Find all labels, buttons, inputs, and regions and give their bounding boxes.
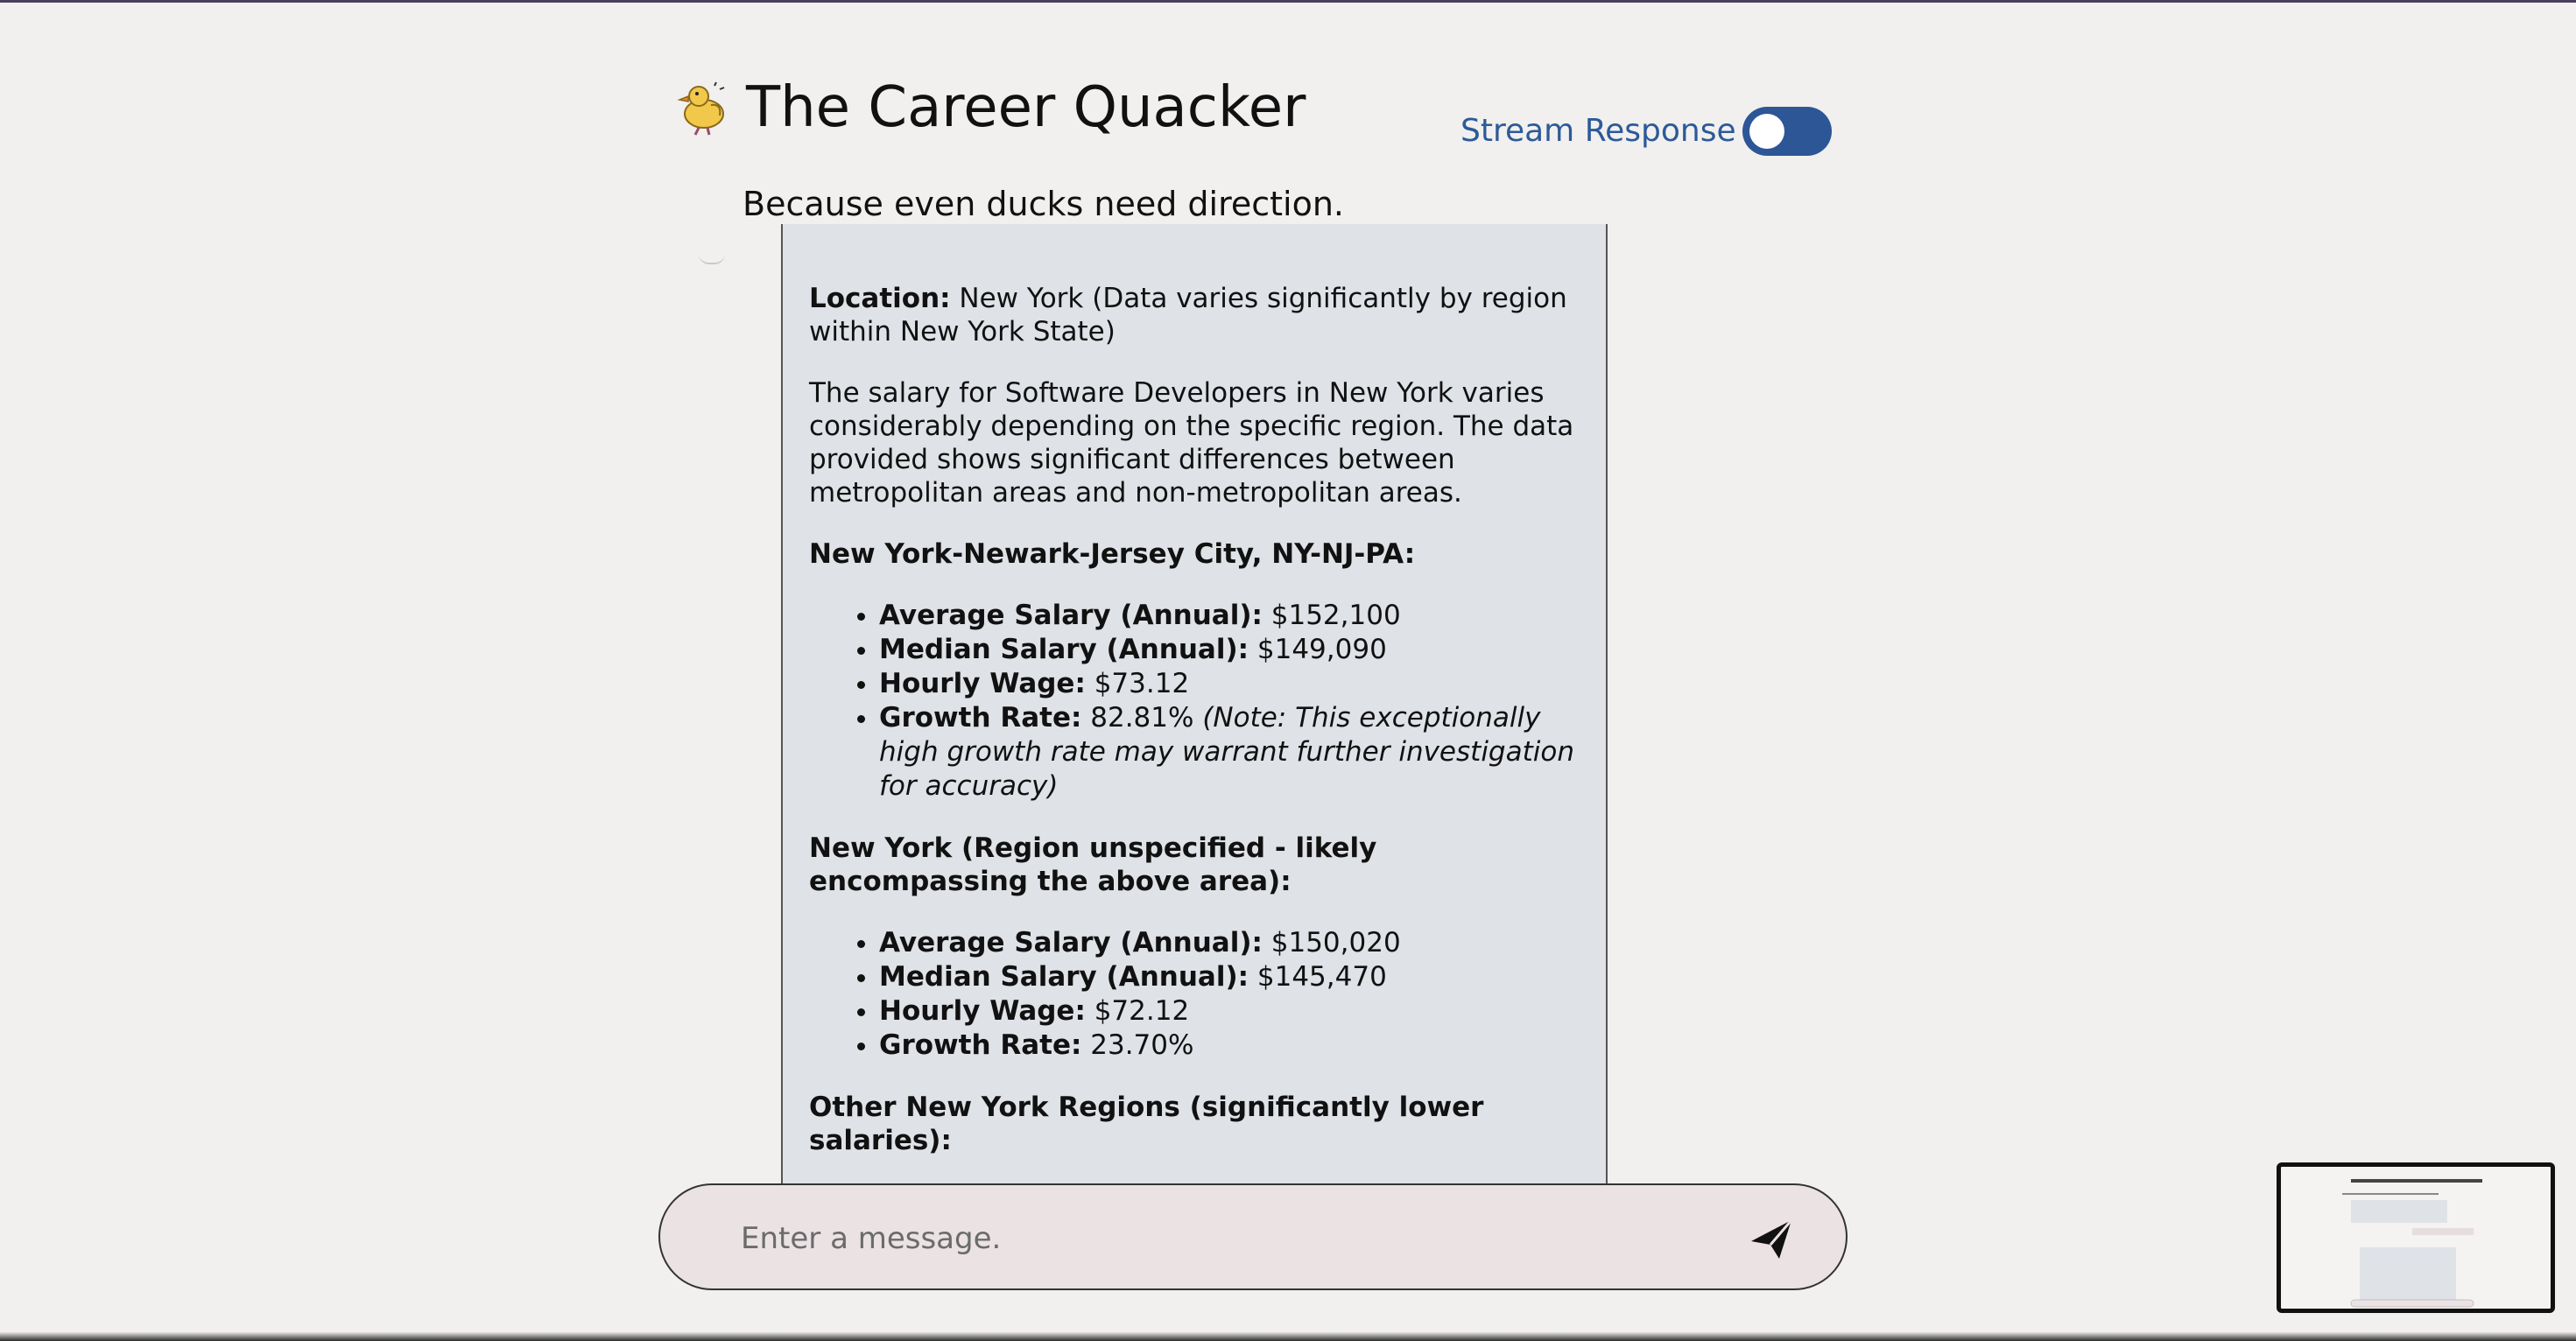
- stream-response-label: Stream Response: [1460, 113, 1736, 149]
- list-item: [879, 994, 1580, 1029]
- message-input[interactable]: [739, 1211, 1688, 1266]
- toggle-knob: [1749, 114, 1784, 149]
- message-composer: [658, 1183, 1848, 1290]
- item-label: Average Salary (Annual):: [879, 600, 1263, 631]
- chat-scroll-area[interactable]: [665, 259, 1856, 1183]
- section-heading-text: New York-Newark-Jersey City, NY-NJ-PA:: [809, 538, 1416, 570]
- list-item: [879, 926, 1580, 960]
- duck-logo-icon: [676, 79, 730, 137]
- location-paragraph: [809, 282, 1580, 348]
- assistant-message-bubble: [781, 224, 1608, 1274]
- list-item: [879, 960, 1580, 994]
- item-value: $73.12: [1085, 668, 1190, 699]
- item-value: $149,090: [1249, 634, 1387, 665]
- item-note: (Note: This exceptionally high growth rate may warrant further investigation for accuracy): [879, 702, 1574, 802]
- item-value: $72.12: [1085, 995, 1190, 1027]
- item-value: 23.70%: [1081, 1029, 1194, 1061]
- item-label: Hourly Wage:: [879, 995, 1086, 1027]
- app-title: The Career Quacker: [746, 75, 1306, 140]
- window-bottom-edge: [0, 1332, 2576, 1341]
- list-item: [879, 599, 1580, 633]
- item-label: Median Salary (Annual):: [879, 634, 1249, 665]
- list-item: [879, 667, 1580, 701]
- item-value: 82.81%: [1081, 702, 1203, 734]
- section-heading: [809, 832, 1580, 898]
- item-value: $152,100: [1262, 600, 1401, 631]
- list-item: [879, 1029, 1580, 1063]
- item-label: Growth Rate:: [879, 1029, 1082, 1061]
- section-heading-text: Other New York Regions (significantly lower salaries):: [809, 1092, 1484, 1156]
- list-item: [879, 633, 1580, 667]
- location-label: Location:: [809, 283, 951, 314]
- send-icon: [1744, 1211, 1798, 1266]
- window-top-border: [0, 0, 2576, 3]
- section-heading-text: New York (Region unspecified - likely encompassing the above area):: [809, 832, 1377, 897]
- item-value: $145,470: [1249, 961, 1387, 993]
- salary-list: [809, 599, 1580, 804]
- window-thumbnail-preview[interactable]: [2277, 1162, 2555, 1313]
- item-label: Growth Rate:: [879, 702, 1082, 734]
- send-button[interactable]: [1744, 1211, 1798, 1266]
- salary-list: [809, 926, 1580, 1063]
- intro-paragraph: The salary for Software Developers in New York varies considerably depending on the specific region. The data provided shows significant differences between metropolitan areas and non-metropolitan areas.: [809, 377, 1574, 509]
- item-label: Median Salary (Annual):: [879, 961, 1249, 993]
- section-heading: [809, 537, 1580, 571]
- bot-avatar-edge: [699, 254, 725, 264]
- stream-response-toggle[interactable]: [1742, 107, 1832, 156]
- app-tagline: Because even ducks need direction.: [743, 185, 1345, 223]
- item-value: $150,020: [1262, 927, 1401, 958]
- location-text: New York (Data varies significantly by region within New York State): [809, 283, 1567, 348]
- item-label: Hourly Wage:: [879, 668, 1086, 699]
- list-item: [879, 701, 1580, 804]
- item-label: Average Salary (Annual):: [879, 927, 1263, 958]
- section-heading: [809, 1091, 1580, 1157]
